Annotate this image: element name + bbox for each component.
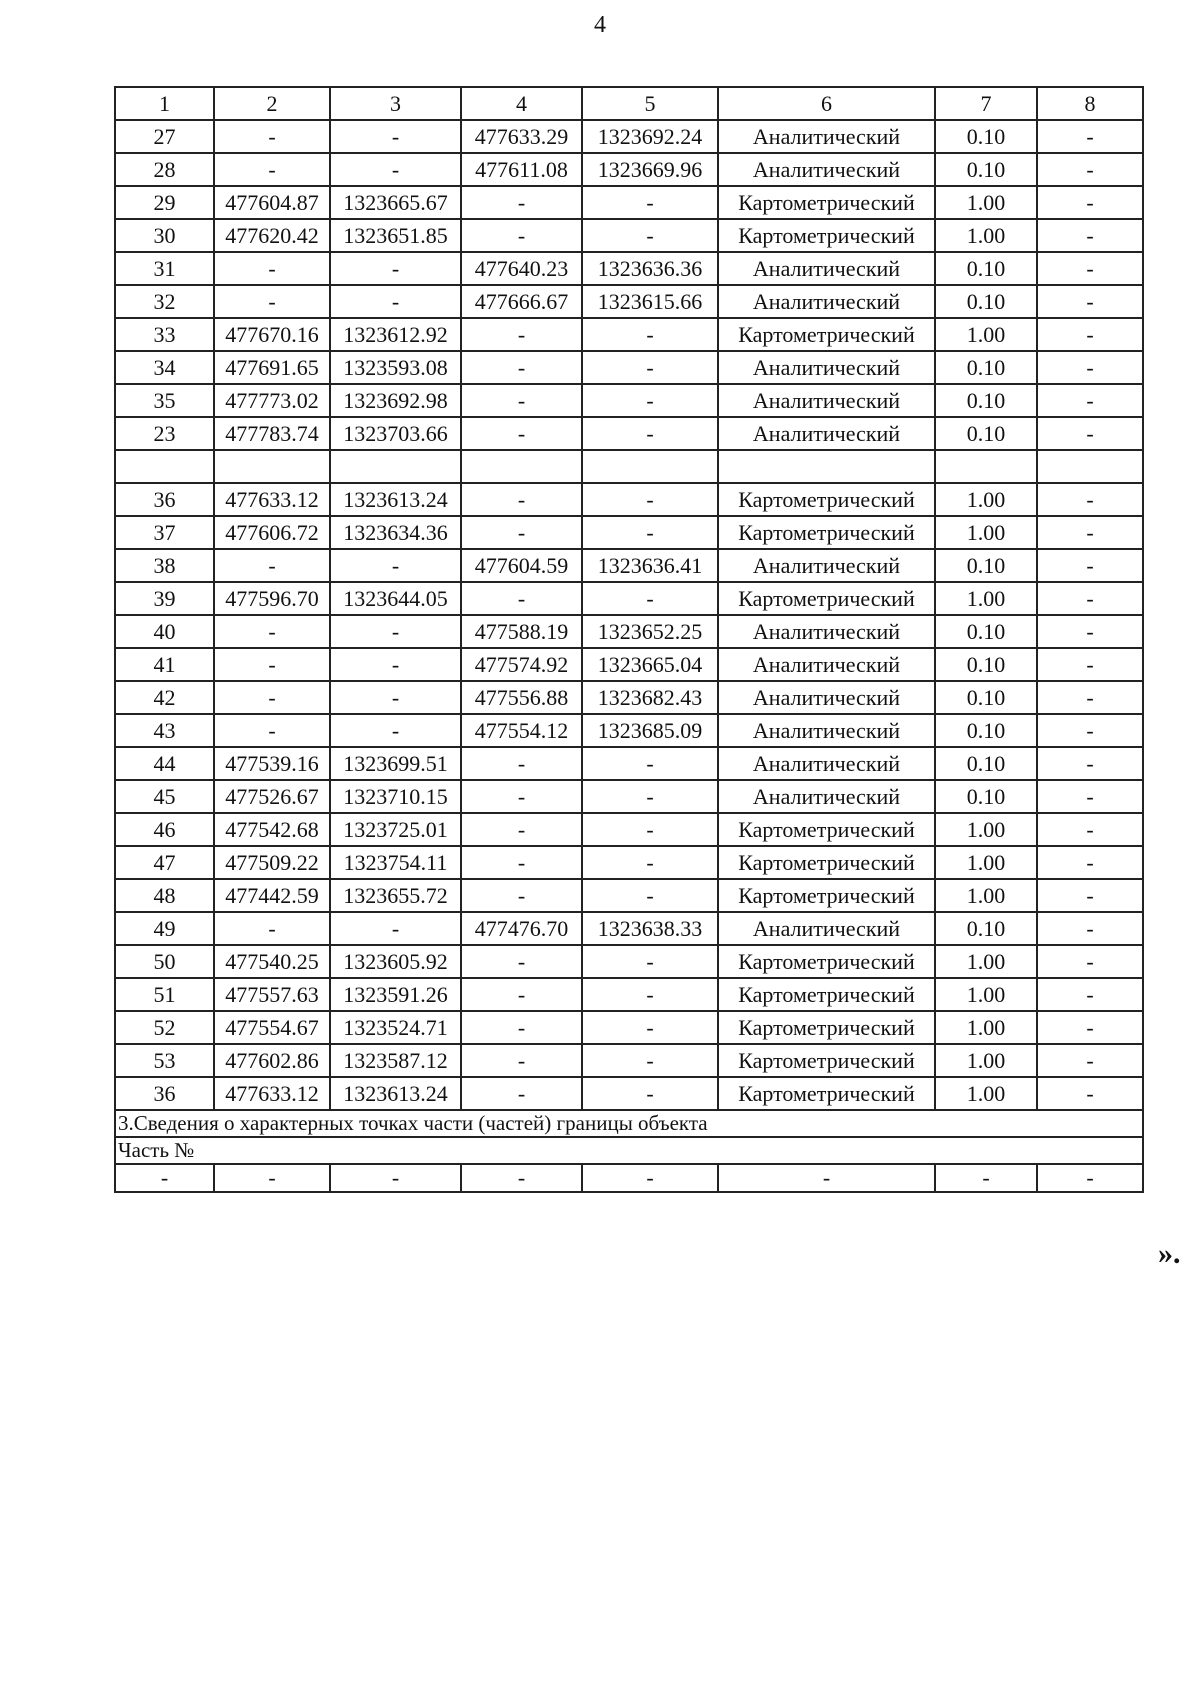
table-cell: - — [214, 252, 330, 285]
table-cell — [461, 450, 582, 483]
table-cell: 1323754.11 — [330, 846, 461, 879]
table-cell: - — [330, 120, 461, 153]
table-cell: Аналитический — [718, 615, 935, 648]
table-cell — [115, 450, 214, 483]
table-cell: - — [582, 582, 718, 615]
table-cell: Картометрический — [718, 945, 935, 978]
table-cell: - — [461, 780, 582, 813]
table-cell: Картометрический — [718, 318, 935, 351]
table-cell: 477602.86 — [214, 1044, 330, 1077]
coordinates-table — [114, 86, 1144, 1193]
table-cell: - — [461, 978, 582, 1011]
table-cell: 477476.70 — [461, 912, 582, 945]
table-cell: - — [582, 978, 718, 1011]
table-cell: Аналитический — [718, 912, 935, 945]
table-cell: 477670.16 — [214, 318, 330, 351]
table-cell: 0.10 — [935, 648, 1037, 681]
table-cell: 34 — [115, 351, 214, 384]
table-cell: 53 — [115, 1044, 214, 1077]
table-cell: 6 — [718, 87, 935, 120]
table-cell: 1323638.33 — [582, 912, 718, 945]
table-cell: - — [461, 318, 582, 351]
table-row — [115, 714, 1143, 747]
table-cell: 32 — [115, 285, 214, 318]
table-cell: - — [1037, 813, 1143, 846]
table-cell: - — [1037, 483, 1143, 516]
table-cell: Картометрический — [718, 879, 935, 912]
table-cell: - — [330, 648, 461, 681]
table-row — [115, 648, 1143, 681]
table-cell: - — [582, 879, 718, 912]
table-row — [115, 1077, 1143, 1110]
table-cell: - — [1037, 318, 1143, 351]
table-cell: Аналитический — [718, 780, 935, 813]
table-cell: - — [214, 648, 330, 681]
table-cell: 1.00 — [935, 186, 1037, 219]
table-cell: Картометрический — [718, 582, 935, 615]
table-cell: - — [461, 351, 582, 384]
table-cell: - — [1037, 978, 1143, 1011]
table-cell: 1323665.04 — [582, 648, 718, 681]
table-cell: 477620.42 — [214, 219, 330, 252]
table-cell: - — [214, 681, 330, 714]
table-cell: 1323665.67 — [330, 186, 461, 219]
table-cell: - — [1037, 945, 1143, 978]
table-cell: 477606.72 — [214, 516, 330, 549]
section-title: 3.Сведения о характерных точках части (частей) границы объекта — [115, 1110, 1143, 1137]
table-body — [115, 87, 1143, 1192]
table-cell: - — [330, 1164, 461, 1192]
table-cell: 0.10 — [935, 549, 1037, 582]
table-cell: 29 — [115, 186, 214, 219]
table-cell: Картометрический — [718, 846, 935, 879]
table-cell: - — [582, 384, 718, 417]
table-row — [115, 582, 1143, 615]
table-cell: - — [214, 714, 330, 747]
table-cell: 36 — [115, 1077, 214, 1110]
table-cell: - — [461, 516, 582, 549]
table-cell: 7 — [935, 87, 1037, 120]
table-cell — [214, 450, 330, 483]
table-row — [115, 450, 1143, 483]
table-cell: - — [214, 285, 330, 318]
table-cell: 1.00 — [935, 582, 1037, 615]
table-row — [115, 978, 1143, 1011]
table-cell: 47 — [115, 846, 214, 879]
table-cell: - — [214, 912, 330, 945]
table-cell: - — [461, 1044, 582, 1077]
table-cell: 1323524.71 — [330, 1011, 461, 1044]
table-cell: 477596.70 — [214, 582, 330, 615]
table-cell — [582, 450, 718, 483]
table-cell: 1323613.24 — [330, 1077, 461, 1110]
table-cell: - — [582, 1164, 718, 1192]
table-cell: 477633.29 — [461, 120, 582, 153]
table-cell: 1.00 — [935, 1011, 1037, 1044]
table-cell: Аналитический — [718, 747, 935, 780]
table-cell: 1323613.24 — [330, 483, 461, 516]
table-cell: - — [582, 846, 718, 879]
table-cell: 477633.12 — [214, 483, 330, 516]
table-cell: - — [1037, 780, 1143, 813]
table-header-row — [115, 87, 1143, 120]
table-row — [115, 351, 1143, 384]
table-cell: 0.10 — [935, 384, 1037, 417]
table-cell: 1323710.15 — [330, 780, 461, 813]
table-cell: 477556.88 — [461, 681, 582, 714]
table-cell: Картометрический — [718, 978, 935, 1011]
table-cell: 1.00 — [935, 879, 1037, 912]
table-cell: - — [582, 351, 718, 384]
table-cell: 0.10 — [935, 351, 1037, 384]
table-cell: 44 — [115, 747, 214, 780]
table-cell: 0.10 — [935, 780, 1037, 813]
table-cell: 477640.23 — [461, 252, 582, 285]
table-cell: 40 — [115, 615, 214, 648]
table-cell: 1 — [115, 87, 214, 120]
table-cell: 1323593.08 — [330, 351, 461, 384]
table-cell: - — [214, 120, 330, 153]
table-cell: - — [330, 153, 461, 186]
table-cell: Аналитический — [718, 417, 935, 450]
table-cell: 36 — [115, 483, 214, 516]
table-cell: 5 — [582, 87, 718, 120]
table-cell: 0.10 — [935, 252, 1037, 285]
table-cell: - — [461, 219, 582, 252]
table-row — [115, 417, 1143, 450]
table-cell: 42 — [115, 681, 214, 714]
table-cell: 1323725.01 — [330, 813, 461, 846]
table-row — [115, 912, 1143, 945]
table-cell: 1323636.36 — [582, 252, 718, 285]
table-cell: 1.00 — [935, 483, 1037, 516]
table-cell: Картометрический — [718, 813, 935, 846]
table-cell: - — [1037, 153, 1143, 186]
table-cell: 0.10 — [935, 615, 1037, 648]
table-cell: - — [330, 252, 461, 285]
table-cell: - — [330, 714, 461, 747]
table-cell: - — [214, 615, 330, 648]
table-cell: - — [582, 318, 718, 351]
table-cell: 49 — [115, 912, 214, 945]
table-row — [115, 252, 1143, 285]
table-cell: - — [1037, 912, 1143, 945]
table-cell: 8 — [1037, 87, 1143, 120]
table-cell: 477539.16 — [214, 747, 330, 780]
table-row — [115, 615, 1143, 648]
table-cell: 1323605.92 — [330, 945, 461, 978]
table-cell: Аналитический — [718, 252, 935, 285]
table-cell: 477611.08 — [461, 153, 582, 186]
table-cell: 1323692.24 — [582, 120, 718, 153]
table-cell: - — [1037, 120, 1143, 153]
table-cell: - — [582, 780, 718, 813]
table-cell: 1.00 — [935, 846, 1037, 879]
table-cell: - — [461, 846, 582, 879]
table-cell: 477773.02 — [214, 384, 330, 417]
table-cell: - — [1037, 879, 1143, 912]
table-cell: 1323651.85 — [330, 219, 461, 252]
table-cell: Аналитический — [718, 384, 935, 417]
table-cell: - — [330, 912, 461, 945]
closing-quote: ». — [1158, 1237, 1181, 1270]
table-row — [115, 219, 1143, 252]
table-cell: - — [582, 747, 718, 780]
table-cell: 1.00 — [935, 1077, 1037, 1110]
table-cell — [1037, 450, 1143, 483]
table-cell: 1323612.92 — [330, 318, 461, 351]
table-row — [115, 879, 1143, 912]
table-cell: 1323669.96 — [582, 153, 718, 186]
table-cell: 1323615.66 — [582, 285, 718, 318]
table-row — [115, 516, 1143, 549]
table-cell: 30 — [115, 219, 214, 252]
table-cell: - — [1037, 582, 1143, 615]
table-cell: 51 — [115, 978, 214, 1011]
table-cell: 33 — [115, 318, 214, 351]
table-cell: 477691.65 — [214, 351, 330, 384]
table-cell: - — [461, 417, 582, 450]
table-row — [115, 1011, 1143, 1044]
table-cell: 0.10 — [935, 714, 1037, 747]
table-cell: - — [1037, 1011, 1143, 1044]
table-cell: - — [582, 186, 718, 219]
table-cell: Аналитический — [718, 153, 935, 186]
table-cell: 31 — [115, 252, 214, 285]
table-cell: - — [935, 1164, 1037, 1192]
table-cell: 477554.12 — [461, 714, 582, 747]
table-row — [115, 747, 1143, 780]
table-cell: 1.00 — [935, 1044, 1037, 1077]
table-cell: 23 — [115, 417, 214, 450]
table-cell: 1.00 — [935, 813, 1037, 846]
section-title-row — [115, 1110, 1143, 1137]
table-cell: 1.00 — [935, 219, 1037, 252]
table-cell: - — [582, 516, 718, 549]
table-cell: - — [330, 285, 461, 318]
table-cell: 28 — [115, 153, 214, 186]
table-cell: Аналитический — [718, 648, 935, 681]
table-cell: 1323644.05 — [330, 582, 461, 615]
table-cell: 37 — [115, 516, 214, 549]
table-cell: - — [1037, 384, 1143, 417]
table-cell: 477540.25 — [214, 945, 330, 978]
table-cell: 0.10 — [935, 681, 1037, 714]
table-cell: Аналитический — [718, 681, 935, 714]
table-cell: - — [1037, 516, 1143, 549]
table-cell: 0.10 — [935, 417, 1037, 450]
table-cell: Аналитический — [718, 120, 935, 153]
table-cell: 46 — [115, 813, 214, 846]
table-cell: Аналитический — [718, 285, 935, 318]
table-cell: 477783.74 — [214, 417, 330, 450]
table-cell: - — [1037, 681, 1143, 714]
table-cell: - — [582, 483, 718, 516]
table-cell: Картометрический — [718, 483, 935, 516]
table-row — [115, 780, 1143, 813]
table-cell: - — [461, 945, 582, 978]
table-cell: 39 — [115, 582, 214, 615]
table-row — [115, 384, 1143, 417]
table-cell: - — [1037, 417, 1143, 450]
table-cell: - — [115, 1164, 214, 1192]
table-cell: Аналитический — [718, 549, 935, 582]
table-cell: - — [461, 747, 582, 780]
table-cell: Картометрический — [718, 186, 935, 219]
table-cell: - — [582, 417, 718, 450]
table-cell: - — [1037, 186, 1143, 219]
table-cell: - — [461, 1077, 582, 1110]
table-cell: - — [1037, 846, 1143, 879]
table-cell: 1.00 — [935, 978, 1037, 1011]
table-cell: 27 — [115, 120, 214, 153]
table-cell: 35 — [115, 384, 214, 417]
table-cell: - — [214, 1164, 330, 1192]
table-cell: 477574.92 — [461, 648, 582, 681]
table-cell: - — [461, 879, 582, 912]
table-row — [115, 681, 1143, 714]
table-cell: - — [330, 549, 461, 582]
table-cell: 1323636.41 — [582, 549, 718, 582]
table-row — [115, 318, 1143, 351]
table-cell: - — [1037, 252, 1143, 285]
table-cell — [718, 450, 935, 483]
table-row — [115, 846, 1143, 879]
table-cell: 477554.67 — [214, 1011, 330, 1044]
table-cell: 477542.68 — [214, 813, 330, 846]
table-cell: 477666.67 — [461, 285, 582, 318]
table-cell: - — [1037, 648, 1143, 681]
table-cell: - — [1037, 549, 1143, 582]
table-cell: 1323682.43 — [582, 681, 718, 714]
table-cell: - — [1037, 351, 1143, 384]
table-cell: - — [1037, 615, 1143, 648]
table-cell: Аналитический — [718, 714, 935, 747]
table-row — [115, 186, 1143, 219]
table-cell: 52 — [115, 1011, 214, 1044]
table-cell: - — [461, 813, 582, 846]
table-cell: 1323634.36 — [330, 516, 461, 549]
table-cell: - — [1037, 714, 1143, 747]
table-cell: 477588.19 — [461, 615, 582, 648]
table-cell: Картометрический — [718, 1077, 935, 1110]
part-label: Часть № — [115, 1137, 1143, 1164]
table-cell: 41 — [115, 648, 214, 681]
table-cell: Картометрический — [718, 219, 935, 252]
table-cell: 477633.12 — [214, 1077, 330, 1110]
table-cell: Картометрический — [718, 1044, 935, 1077]
table-cell: - — [1037, 747, 1143, 780]
table-cell: 38 — [115, 549, 214, 582]
table-cell: 50 — [115, 945, 214, 978]
table-cell: 1323685.09 — [582, 714, 718, 747]
table-cell: - — [461, 186, 582, 219]
table-row — [115, 153, 1143, 186]
table-row — [115, 285, 1143, 318]
table-cell: 1.00 — [935, 516, 1037, 549]
table-cell: 1323655.72 — [330, 879, 461, 912]
table-cell: 0.10 — [935, 912, 1037, 945]
table-cell: 0.10 — [935, 120, 1037, 153]
table-cell: 1323652.25 — [582, 615, 718, 648]
page-number: 4 — [594, 12, 606, 38]
table-row — [115, 120, 1143, 153]
table-cell: 477442.59 — [214, 879, 330, 912]
table-cell: - — [330, 615, 461, 648]
table-cell: - — [1037, 285, 1143, 318]
table-row — [115, 945, 1143, 978]
table-cell: - — [1037, 1077, 1143, 1110]
table-cell: - — [582, 1011, 718, 1044]
table-cell: 1323699.51 — [330, 747, 461, 780]
table-cell: - — [582, 813, 718, 846]
table-cell — [330, 450, 461, 483]
table-cell: 4 — [461, 87, 582, 120]
table-cell: 477604.87 — [214, 186, 330, 219]
table-cell: - — [461, 384, 582, 417]
table-cell: 0.10 — [935, 285, 1037, 318]
table-cell: 0.10 — [935, 747, 1037, 780]
table-row — [115, 1044, 1143, 1077]
table-cell: - — [1037, 219, 1143, 252]
table-cell: - — [214, 153, 330, 186]
table-cell: 477509.22 — [214, 846, 330, 879]
table-cell — [935, 450, 1037, 483]
table-cell: - — [330, 681, 461, 714]
table-cell: 1323703.66 — [330, 417, 461, 450]
table-cell: - — [718, 1164, 935, 1192]
table-row — [115, 549, 1143, 582]
table-cell: 477526.67 — [214, 780, 330, 813]
table-cell: 1.00 — [935, 318, 1037, 351]
table-cell: 48 — [115, 879, 214, 912]
table-cell: - — [214, 549, 330, 582]
table-cell: 1323692.98 — [330, 384, 461, 417]
table-cell: 43 — [115, 714, 214, 747]
table-cell: 1323587.12 — [330, 1044, 461, 1077]
table-cell: 1323591.26 — [330, 978, 461, 1011]
table-cell: 3 — [330, 87, 461, 120]
table-cell: 1.00 — [935, 945, 1037, 978]
table-cell: 477557.63 — [214, 978, 330, 1011]
table-row — [115, 813, 1143, 846]
table-cell: Аналитический — [718, 351, 935, 384]
table-cell: - — [461, 1164, 582, 1192]
table-cell: - — [1037, 1044, 1143, 1077]
table-cell: - — [582, 1077, 718, 1110]
table-cell: 477604.59 — [461, 549, 582, 582]
table-cell: Картометрический — [718, 1011, 935, 1044]
table-cell: - — [582, 945, 718, 978]
table-cell: 2 — [214, 87, 330, 120]
table-cell: Картометрический — [718, 516, 935, 549]
table-cell: - — [582, 219, 718, 252]
table-cell: 45 — [115, 780, 214, 813]
table-cell: - — [1037, 1164, 1143, 1192]
table-cell: - — [461, 1011, 582, 1044]
table-cell: - — [461, 582, 582, 615]
part-label-row — [115, 1137, 1143, 1164]
table-cell: - — [461, 483, 582, 516]
table-cell: 0.10 — [935, 153, 1037, 186]
table-cell: - — [582, 1044, 718, 1077]
final-row — [115, 1164, 1143, 1192]
table-row — [115, 483, 1143, 516]
